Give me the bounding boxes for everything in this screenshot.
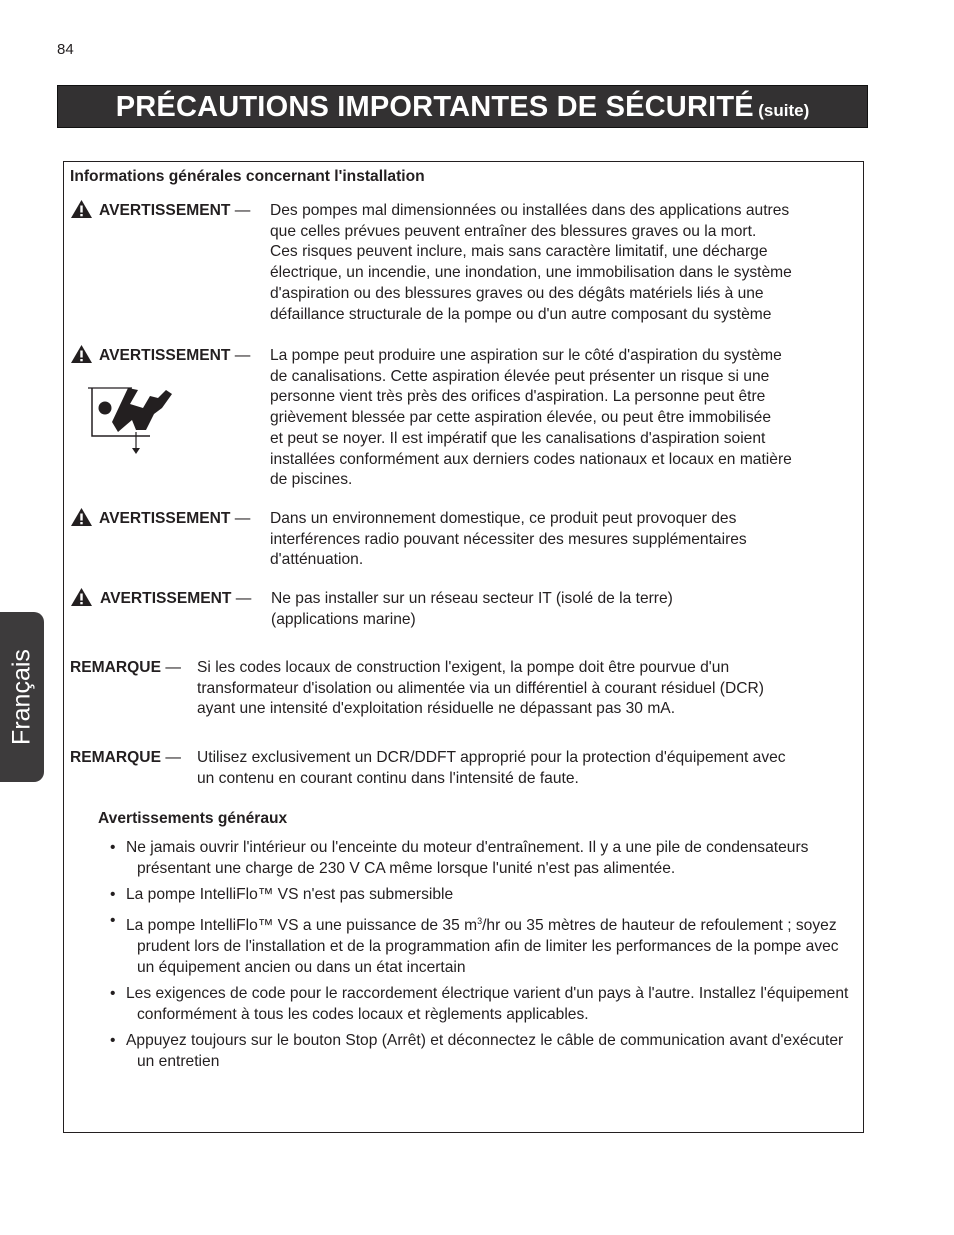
warning-4-label: AVERTISSEMENT — (100, 590, 252, 607)
warning-1-text: Des pompes mal dimensionnées ou installées dans des applications autres que celles prévues peuvent entraîner des blessures graves ou la mort. Ces risques peuvent inclure, mais sans caractère limitatif, une décharge électrique, un incendie, une inondation, une immobilisation dans le système d'aspiration ou des blessures graves ou des dégâts matériels liés à une défaillance structurale de la pompe ou d'un autre composant du système (270, 202, 792, 323)
remark-1-label: REMARQUE — (70, 659, 181, 676)
warning-3-text: Dans un environnement domestique, ce produit peut provoquer des interférences radio pouvant nécessiter des mesures supplémentaires d'atténuation. (270, 510, 747, 569)
warning-1-label: AVERTISSEMENT — (99, 202, 251, 219)
warning-triangle-icon (70, 199, 93, 219)
language-tab (0, 612, 44, 782)
section-banner (57, 85, 868, 128)
language-tab-label: Français (7, 649, 36, 745)
suction-entrapment-hazard-icon (88, 380, 176, 458)
remark-1-text: Si les codes locaux de construction l'exigent, la pompe doit être pourvue d'un transformateur d'isolation ou alimentée via un différentiel à courant résiduel (DCR) ayant une intensité d'exploitation résiduelle ne dépassant pas 30 mA. (197, 659, 764, 718)
remark-2-text: Utilisez exclusivement un DCR/DDFT approprié pour la protection d'équipement avec un contenu en courant continu dans l'intensité de faute. (197, 749, 786, 787)
list-item: • La pompe IntelliFlo™ VS a une puissance de 35 $m^3/hr$ ou 35 mètres de hauteur de refoulement ; soyez prudent lors de l'installation et de la programmation afin de limiter les performances de la pompe avec un équipement ancien ou dans un état incertain (110, 912, 839, 976)
warning-4-text: Ne pas installer sur un réseau secteur IT (isolé de la terre) (applications marine) (271, 590, 673, 628)
banner-suffix: (suite) (758, 101, 810, 120)
warning-3-label: AVERTISSEMENT — (99, 510, 251, 527)
general-warnings-list (110, 838, 850, 1078)
list-item: • Appuyez toujours sur le bouton Stop (Arrêt) et déconnectez le câble de communication avant d'exécuter un entretien (110, 1031, 844, 1070)
warning-triangle-icon (70, 507, 93, 527)
page-number: 84 (57, 41, 74, 58)
banner-title: PRÉCAUTIONS IMPORTANTES DE SÉCURITÉ (115, 91, 754, 123)
list-item: • La pompe IntelliFlo™ VS n'est pas submersible (110, 885, 454, 903)
warning-2-label: AVERTISSEMENT — (99, 347, 251, 364)
warning-triangle-icon (70, 587, 93, 607)
general-warnings-title: Avertissements généraux (98, 810, 288, 827)
list-item: • Ne jamais ouvrir l'intérieur ou l'enceinte du moteur d'entraînement. Il y a une pile de condensateurs présentant une charge de 230 V CA même lorsque l'unité n'est pas alimentée. (110, 839, 809, 877)
warning-2-text: La pompe peut produire une aspiration sur le côté d'aspiration du système de canalisations. Cette aspiration élevée peut présenter un risque si une personne vient très près des orifices d'aspiration. La personne peut être grièvement blessée par cette aspiration élevée, ou peut être immobilisée et peut se noyer. Il est impératif que les canalisations d'aspiration soient installées conformément aux derniers codes nationaux et locaux en matière de piscines. (270, 347, 792, 489)
section-title: Informations générales concernant l'installation (70, 168, 425, 185)
warning-triangle-icon (70, 344, 93, 364)
list-item: • Les exigences de code pour le raccordement électrique varient d'un pays à l'autre. Installez l'équipement conformément à tous les codes locaux et règlements applicables. (110, 984, 849, 1023)
remark-2-label: REMARQUE — (70, 749, 181, 766)
